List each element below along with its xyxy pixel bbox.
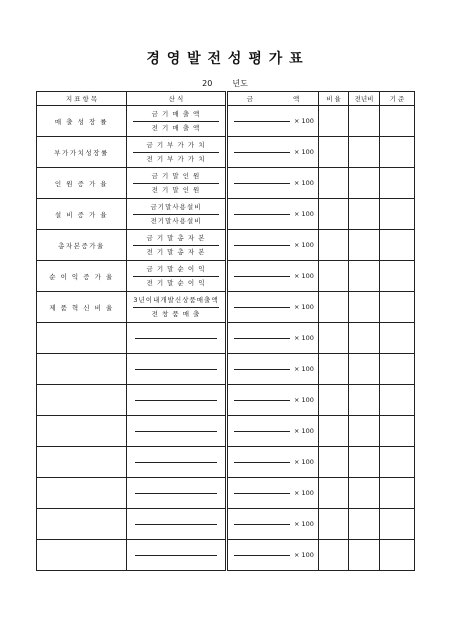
- formula-blank: [127, 478, 225, 508]
- header-prev-ratio: 전년비: [349, 92, 380, 106]
- prev-ratio-cell[interactable]: [349, 354, 380, 385]
- formula-cell: [127, 199, 227, 230]
- amount-cell[interactable]: [227, 447, 319, 478]
- standard-cell[interactable]: [380, 292, 415, 323]
- formula-numerator: 금 기 부 가 가 치: [133, 139, 219, 153]
- amount-cell[interactable]: [227, 323, 319, 354]
- formula-cell: [127, 106, 227, 137]
- formula-fraction: [127, 137, 225, 167]
- amount-cell[interactable]: [227, 385, 319, 416]
- indicator-input-cell[interactable]: [37, 478, 127, 509]
- table-row: [37, 137, 415, 168]
- year-suffix: 년도: [232, 79, 248, 88]
- amount-line: [234, 152, 290, 153]
- ratio-cell[interactable]: [319, 416, 349, 447]
- indicator-input-cell[interactable]: [37, 354, 127, 385]
- amount-wrapper: [228, 261, 318, 291]
- multiplier-label: × 100: [294, 458, 314, 466]
- multiplier-label: × 100: [294, 551, 314, 559]
- header-amount: [227, 92, 319, 106]
- indicator-label: 부가가치성장률: [37, 137, 127, 168]
- ratio-cell[interactable]: [319, 137, 349, 168]
- formula-input-cell[interactable]: [127, 540, 227, 571]
- amount-line: [234, 462, 290, 463]
- blank-row: [37, 447, 415, 478]
- amount-line: [234, 214, 290, 215]
- formula-denominator: 전 기 말 순 이 익: [146, 278, 206, 287]
- formula-input-cell[interactable]: [127, 478, 227, 509]
- standard-cell[interactable]: [380, 230, 415, 261]
- standard-cell[interactable]: [380, 261, 415, 292]
- standard-cell[interactable]: [380, 137, 415, 168]
- ratio-cell[interactable]: [319, 478, 349, 509]
- ratio-cell[interactable]: [319, 509, 349, 540]
- amount-cell[interactable]: [227, 230, 319, 261]
- table-row: [37, 199, 415, 230]
- formula-blank: [127, 447, 225, 477]
- formula-cell: [127, 230, 227, 261]
- formula-denominator: 전 기 말 인 원: [151, 185, 201, 194]
- indicator-label: 제 품 혁 신 비 율: [37, 292, 127, 323]
- ratio-cell[interactable]: [319, 447, 349, 478]
- formula-denominator: 전 기 부 가 가 치: [146, 154, 206, 163]
- ratio-cell[interactable]: [319, 540, 349, 571]
- prev-ratio-cell[interactable]: [349, 168, 380, 199]
- formula-fraction: [127, 106, 225, 136]
- formula-blank-line: [135, 555, 217, 556]
- formula-cell: [127, 137, 227, 168]
- header-ratio: 비 율: [319, 92, 349, 106]
- blank-row: [37, 416, 415, 447]
- formula-numerator: 3년이내개발신상품매출액: [133, 294, 219, 308]
- multiplier-label: × 100: [294, 117, 314, 125]
- prev-ratio-cell[interactable]: [349, 323, 380, 354]
- formula-numerator: 금 기 매 출 액: [133, 108, 219, 122]
- multiplier-label: × 100: [294, 396, 314, 404]
- header-amount-label: 금: [246, 95, 253, 103]
- multiplier-label: × 100: [294, 303, 314, 311]
- formula-blank-line: [135, 338, 217, 339]
- amount-cell[interactable]: [227, 137, 319, 168]
- formula-blank-line: [135, 462, 217, 463]
- amount-line: [234, 276, 290, 277]
- amount-line: [234, 307, 290, 308]
- formula-numerator: 금 기 말 순 이 익: [133, 263, 219, 277]
- amount-line: [234, 121, 290, 122]
- formula-input-cell[interactable]: [127, 447, 227, 478]
- ratio-cell[interactable]: [319, 323, 349, 354]
- table-row: [37, 230, 415, 261]
- amount-cell[interactable]: [227, 199, 319, 230]
- prev-ratio-cell[interactable]: [349, 385, 380, 416]
- amount-wrapper: [228, 509, 318, 539]
- header-amount-label2: 액: [293, 95, 300, 103]
- indicator-input-cell[interactable]: [37, 385, 127, 416]
- formula-denominator: 전기말사용설비: [150, 216, 202, 225]
- ratio-cell[interactable]: [319, 385, 349, 416]
- standard-cell[interactable]: [380, 416, 415, 447]
- document-title: 경 영 발 전 성 평 가 표: [146, 51, 304, 67]
- amount-cell[interactable]: [227, 292, 319, 323]
- multiplier-label: × 100: [294, 210, 314, 218]
- formula-input-cell[interactable]: [127, 416, 227, 447]
- formula-blank-line: [135, 400, 217, 401]
- prev-ratio-cell[interactable]: [349, 447, 380, 478]
- ratio-cell[interactable]: [319, 261, 349, 292]
- amount-wrapper: [228, 447, 318, 477]
- ratio-cell[interactable]: [319, 168, 349, 199]
- blank-row: [37, 354, 415, 385]
- amount-cell[interactable]: [227, 354, 319, 385]
- ratio-cell[interactable]: [319, 292, 349, 323]
- prev-ratio-cell[interactable]: [349, 106, 380, 137]
- formula-blank: [127, 385, 225, 415]
- formula-blank-line: [135, 431, 217, 432]
- ratio-cell[interactable]: [319, 230, 349, 261]
- evaluation-table: [36, 91, 415, 571]
- amount-wrapper: [228, 292, 318, 322]
- formula-denominator: 전 기 말 총 자 본: [146, 247, 206, 256]
- prev-ratio-cell[interactable]: [349, 509, 380, 540]
- amount-cell[interactable]: [227, 168, 319, 199]
- formula-fraction: [127, 168, 225, 198]
- amount-wrapper: [228, 354, 318, 384]
- standard-cell[interactable]: [380, 478, 415, 509]
- amount-line: [234, 524, 290, 525]
- indicator-input-cell[interactable]: [37, 540, 127, 571]
- formula-numerator: 금 기 말 총 자 본: [133, 232, 219, 246]
- amount-wrapper: [228, 323, 318, 353]
- amount-wrapper: [228, 416, 318, 446]
- ratio-cell[interactable]: [319, 354, 349, 385]
- prev-ratio-cell[interactable]: [349, 230, 380, 261]
- multiplier-label: × 100: [294, 489, 314, 497]
- indicator-label: 설 비 증 가 율: [37, 199, 127, 230]
- standard-cell[interactable]: [380, 540, 415, 571]
- amount-wrapper: [228, 540, 318, 570]
- blank-row: [37, 323, 415, 354]
- ratio-cell[interactable]: [319, 199, 349, 230]
- standard-cell[interactable]: [380, 168, 415, 199]
- formula-blank: [127, 354, 225, 384]
- formula-fraction: [127, 230, 225, 260]
- header-standard: 기 준: [380, 92, 415, 106]
- formula-blank-line: [135, 369, 217, 370]
- indicator-input-cell[interactable]: [37, 447, 127, 478]
- formula-cell: [127, 261, 227, 292]
- multiplier-label: × 100: [294, 520, 314, 528]
- prev-ratio-cell[interactable]: [349, 416, 380, 447]
- amount-cell[interactable]: [227, 509, 319, 540]
- ratio-cell[interactable]: [319, 106, 349, 137]
- formula-blank-line: [135, 493, 217, 494]
- multiplier-label: × 100: [294, 272, 314, 280]
- multiplier-label: × 100: [294, 365, 314, 373]
- indicator-label: 매 출 성 장 률: [37, 106, 127, 137]
- amount-wrapper: [228, 230, 318, 260]
- standard-cell[interactable]: [380, 323, 415, 354]
- multiplier-label: × 100: [294, 241, 314, 249]
- indicator-input-cell[interactable]: [37, 323, 127, 354]
- amount-wrapper: [228, 137, 318, 167]
- year-prefix[interactable]: 20: [202, 79, 213, 88]
- indicator-input-cell[interactable]: [37, 416, 127, 447]
- formula-input-cell[interactable]: [127, 354, 227, 385]
- amount-line: [234, 369, 290, 370]
- blank-row: [37, 385, 415, 416]
- formula-denominator: 전 창 품 매 출: [151, 309, 201, 318]
- formula-input-cell[interactable]: [127, 509, 227, 540]
- amount-cell[interactable]: [227, 261, 319, 292]
- formula-fraction: [127, 199, 225, 229]
- table-row: [37, 106, 415, 137]
- formula-blank: [127, 509, 225, 539]
- formula-blank-line: [135, 524, 217, 525]
- amount-line: [234, 400, 290, 401]
- indicator-input-cell[interactable]: [37, 509, 127, 540]
- formula-cell: [127, 292, 227, 323]
- multiplier-label: × 100: [294, 427, 314, 435]
- standard-cell[interactable]: [380, 199, 415, 230]
- header-formula: 산 식: [127, 92, 227, 106]
- amount-line: [234, 431, 290, 432]
- amount-line: [234, 493, 290, 494]
- amount-line: [234, 338, 290, 339]
- prev-ratio-cell[interactable]: [349, 137, 380, 168]
- table-row: [37, 168, 415, 199]
- prev-ratio-cell[interactable]: [349, 478, 380, 509]
- indicator-label: 총자본증가율: [37, 230, 127, 261]
- header-indicator: 지 표 항 목: [37, 92, 127, 106]
- amount-wrapper: [228, 478, 318, 508]
- blank-row: [37, 540, 415, 571]
- standard-cell[interactable]: [380, 106, 415, 137]
- amount-wrapper: [228, 168, 318, 198]
- amount-wrapper: [228, 106, 318, 136]
- formula-blank: [127, 540, 225, 570]
- formula-numerator: 금기말사용설비: [133, 201, 219, 215]
- amount-wrapper: [228, 199, 318, 229]
- amount-cell[interactable]: [227, 540, 319, 571]
- standard-cell[interactable]: [380, 385, 415, 416]
- formula-blank: [127, 323, 225, 353]
- formula-cell: [127, 168, 227, 199]
- amount-cell[interactable]: [227, 106, 319, 137]
- amount-cell[interactable]: [227, 416, 319, 447]
- standard-cell[interactable]: [380, 354, 415, 385]
- year-line: [0, 78, 450, 89]
- formula-numerator: 금 기 말 인 원: [133, 170, 219, 184]
- formula-blank: [127, 416, 225, 446]
- prev-ratio-cell[interactable]: [349, 540, 380, 571]
- amount-wrapper: [228, 385, 318, 415]
- formula-input-cell[interactable]: [127, 323, 227, 354]
- table-row: [37, 261, 415, 292]
- formula-fraction: [127, 292, 225, 322]
- indicator-label: 인 원 증 가 율: [37, 168, 127, 199]
- standard-cell[interactable]: [380, 447, 415, 478]
- blank-row: [37, 478, 415, 509]
- standard-cell[interactable]: [380, 509, 415, 540]
- indicator-label: 순 이 익 증 가 율: [37, 261, 127, 292]
- multiplier-label: × 100: [294, 148, 314, 156]
- prev-ratio-cell[interactable]: [349, 292, 380, 323]
- formula-denominator: 전 기 매 출 액: [151, 123, 201, 132]
- prev-ratio-cell[interactable]: [349, 261, 380, 292]
- formula-input-cell[interactable]: [127, 385, 227, 416]
- amount-line: [234, 245, 290, 246]
- blank-row: [37, 509, 415, 540]
- multiplier-label: × 100: [294, 334, 314, 342]
- amount-cell[interactable]: [227, 478, 319, 509]
- amount-line: [234, 183, 290, 184]
- formula-fraction: [127, 261, 225, 291]
- table-row: [37, 292, 415, 323]
- amount-line: [234, 555, 290, 556]
- header-row: [37, 92, 415, 106]
- prev-ratio-cell[interactable]: [349, 199, 380, 230]
- multiplier-label: × 100: [294, 179, 314, 187]
